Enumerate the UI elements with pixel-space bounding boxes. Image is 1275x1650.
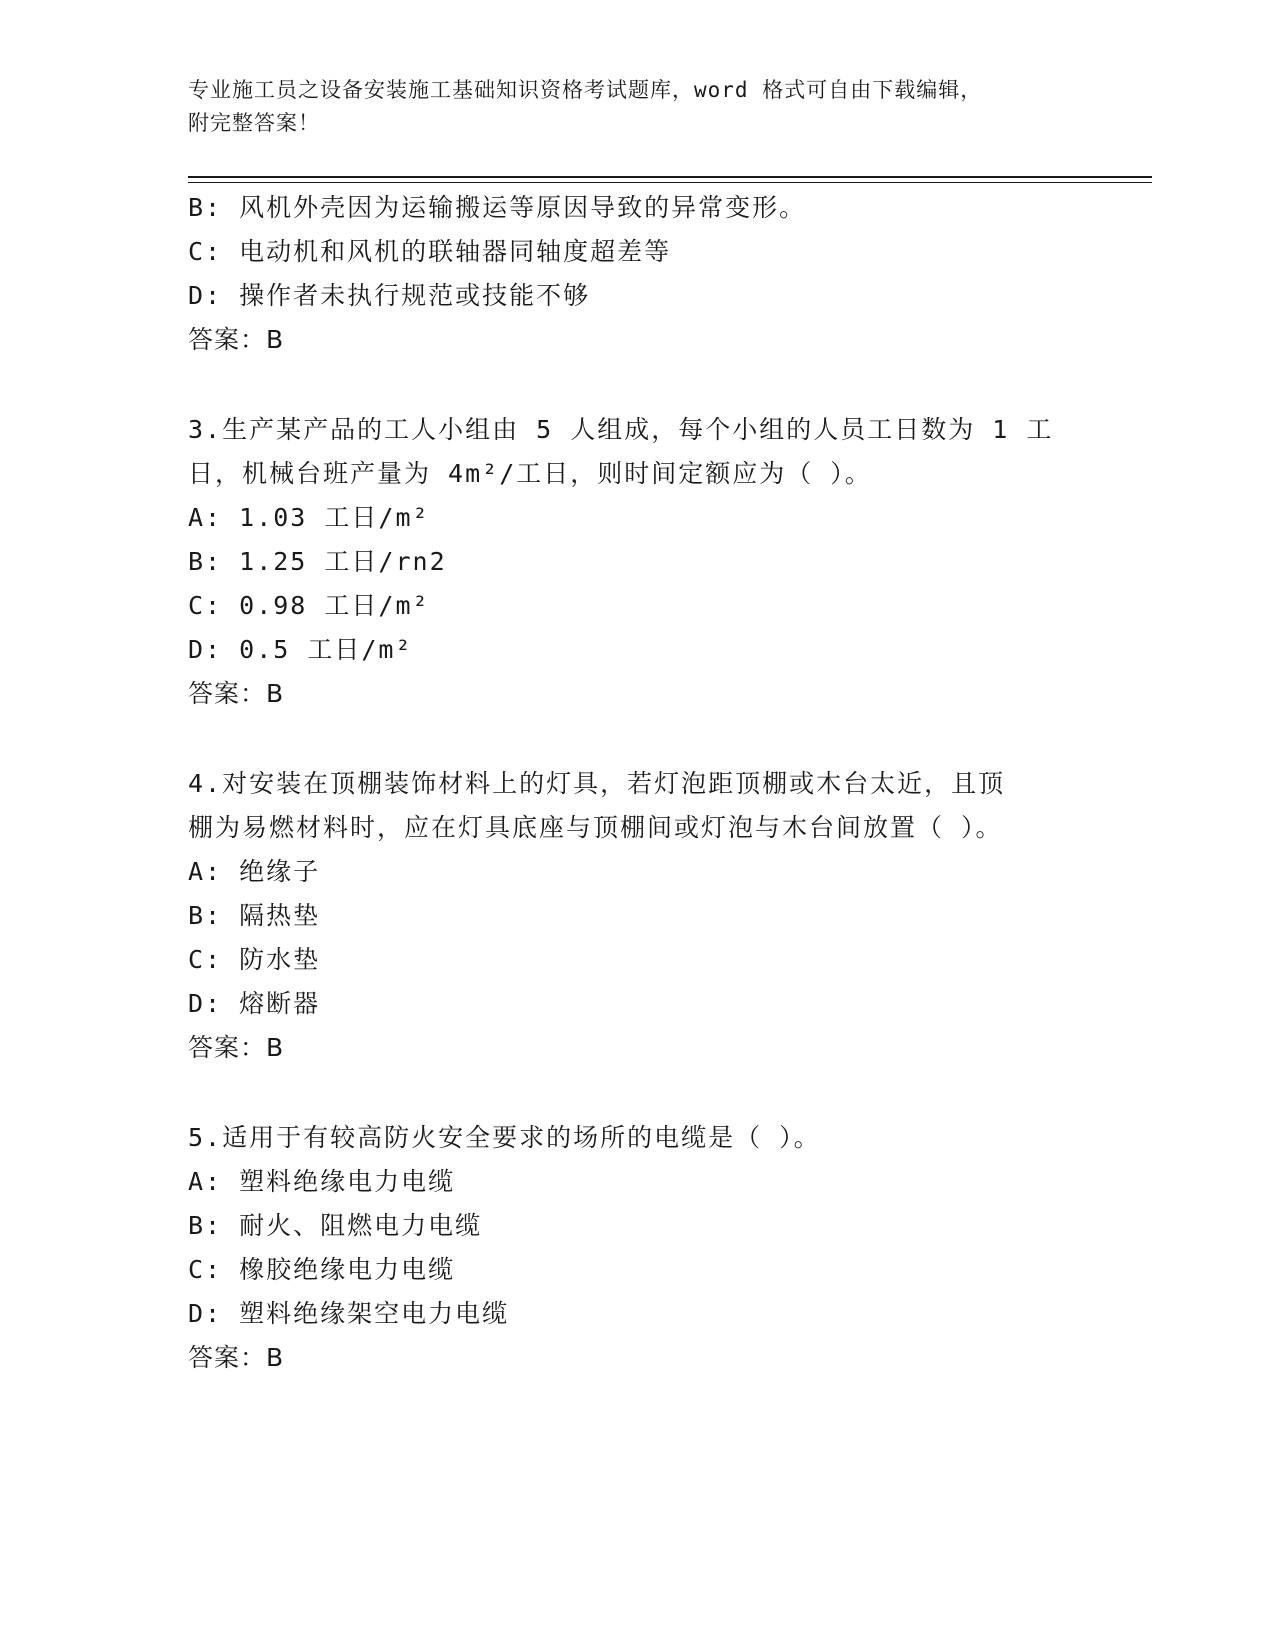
document-header [188, 74, 1088, 140]
q4-option-a: A: 绝缘子 [188, 857, 321, 886]
q4-option-b: B: 隔热垫 [188, 901, 321, 930]
q5-option-d: D: 塑料绝缘架空电力电缆 [188, 1299, 510, 1328]
q4-stem-line-1: 4.对安装在顶棚装饰材料上的灯具，若灯泡距顶棚或木台太近，且顶 [188, 769, 1006, 798]
prev-answer: 答案：B [188, 325, 285, 354]
header-divider-thin [188, 182, 1152, 183]
q3-option-d: D: 0.5 工日/m² [188, 635, 413, 664]
q3-stem-line-1: 3.生产某产品的工人小组由 5 人组成，每个小组的人员工日数为 1 工 [188, 415, 1054, 444]
q5-answer: 答案：B [188, 1343, 285, 1372]
prev-option-d: D: 操作者未执行规范或技能不够 [188, 281, 591, 310]
prev-option-b: B: 风机外壳因为运输搬运等原因导致的异常变形。 [188, 193, 807, 222]
q3-option-b: B: 1.25 工日/rn2 [188, 547, 447, 576]
q5-stem-line-1: 5.适用于有较高防火安全要求的场所的电缆是（ ）。 [188, 1123, 821, 1152]
prev-option-c: C: 电动机和风机的联轴器同轴度超差等 [188, 237, 672, 266]
q5-option-a: A: 塑料绝缘电力电缆 [188, 1167, 456, 1196]
q3-stem-line-2: 日，机械台班产量为 4m²/工日，则时间定额应为（ ）。 [188, 459, 872, 488]
q4-answer: 答案：B [188, 1033, 285, 1062]
q4-option-d: D: 熔断器 [188, 989, 321, 1018]
q5-option-c: C: 橡胶绝缘电力电缆 [188, 1255, 456, 1284]
q4-stem-line-2: 棚为易燃材料时，应在灯具底座与顶棚间或灯泡与木台间放置（ ）。 [188, 813, 1003, 842]
q3-option-a: A: 1.03 工日/m² [188, 503, 430, 532]
q3-option-c: C: 0.98 工日/m² [188, 591, 430, 620]
header-divider-thick [188, 176, 1152, 178]
header-line-1: 专业施工员之设备安装施工基础知识资格考试题库，word 格式可自由下载编辑， [188, 78, 983, 102]
header-line-2: 附完整答案！ [188, 111, 320, 135]
q4-option-c: C: 防水垫 [188, 945, 321, 974]
q3-answer: 答案：B [188, 679, 285, 708]
q5-option-b: B: 耐火、阻燃电力电缆 [188, 1211, 483, 1240]
